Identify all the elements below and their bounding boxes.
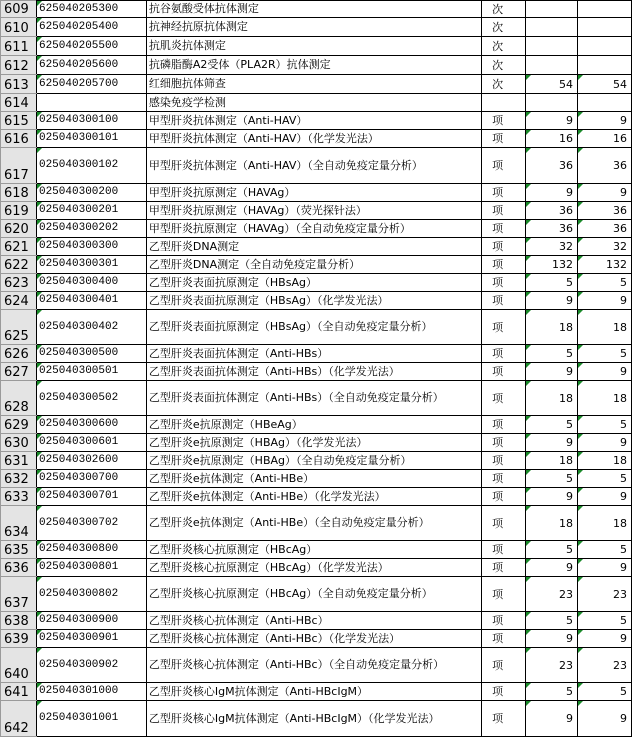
item-code[interactable]: 625040205700	[36, 75, 146, 94]
item-code[interactable]: 025040300202	[36, 220, 146, 238]
price-1[interactable]: 54	[526, 75, 578, 94]
row-number[interactable]: 615	[1, 112, 37, 130]
price-1[interactable]	[526, 1, 578, 18]
row-number[interactable]: 634	[1, 506, 37, 541]
row-number[interactable]: 622	[1, 256, 37, 274]
price-2[interactable]: 5	[578, 345, 632, 363]
item-code[interactable]: 025040301001	[36, 701, 146, 737]
item-name[interactable]: 甲型肝炎抗原测定（HAVAg）（荧光探针法）	[146, 202, 481, 220]
item-code[interactable]: 025040300902	[36, 648, 146, 683]
price-1[interactable]	[526, 94, 578, 112]
price-1[interactable]: 9	[526, 488, 578, 506]
item-code[interactable]: 025040300901	[36, 630, 146, 648]
table-row	[1, 434, 632, 452]
price-2[interactable]: 36	[578, 202, 632, 220]
price-2[interactable]: 16	[578, 130, 632, 148]
item-unit[interactable]: 项	[482, 559, 526, 577]
item-name[interactable]: 乙型肝炎e抗体测定（Anti-HBe）（全自动免疫定量分析）	[146, 506, 481, 541]
item-code[interactable]: 025040300800	[36, 541, 146, 559]
price-2[interactable]: 36	[578, 220, 632, 238]
row-number[interactable]: 628	[1, 381, 37, 416]
price-1[interactable]: 18	[526, 452, 578, 470]
item-code[interactable]: 625040205300	[36, 1, 146, 18]
row-number[interactable]: 621	[1, 238, 37, 256]
table-row	[1, 345, 632, 363]
price-2[interactable]: 5	[578, 416, 632, 434]
table-row	[1, 648, 632, 683]
price-1[interactable]: 9	[526, 630, 578, 648]
row-number[interactable]: 618	[1, 184, 37, 202]
table-row	[1, 112, 632, 130]
price-1[interactable]	[526, 37, 578, 56]
row-number[interactable]: 626	[1, 345, 37, 363]
row-number[interactable]: 613	[1, 75, 37, 94]
item-unit[interactable]: 项	[482, 701, 526, 737]
row-number[interactable]: 631	[1, 452, 37, 470]
item-unit[interactable]: 项	[482, 256, 526, 274]
item-unit[interactable]: 项	[482, 184, 526, 202]
item-unit[interactable]: 项	[482, 434, 526, 452]
price-1[interactable]: 5	[526, 274, 578, 292]
item-code[interactable]: 025040300601	[36, 434, 146, 452]
table-row	[1, 148, 632, 184]
item-name[interactable]: 乙型肝炎e抗原测定（HBeAg）	[146, 416, 481, 434]
price-2[interactable]: 18	[578, 506, 632, 541]
item-unit[interactable]: 项	[482, 683, 526, 701]
price-2[interactable]: 5	[578, 541, 632, 559]
item-name[interactable]: 乙型肝炎核心抗原测定（HBcAg）（化学发光法）	[146, 559, 481, 577]
price-2[interactable]: 9	[578, 112, 632, 130]
price-2[interactable]: 5	[578, 274, 632, 292]
item-unit[interactable]: 项	[482, 310, 526, 345]
price-2[interactable]: 23	[578, 577, 632, 612]
price-2[interactable]: 9	[578, 292, 632, 310]
row-number[interactable]: 630	[1, 434, 37, 452]
item-name[interactable]: 抗谷氨酸受体抗体测定	[146, 1, 481, 18]
item-unit[interactable]: 项	[482, 292, 526, 310]
price-1[interactable]: 9	[526, 112, 578, 130]
item-name[interactable]: 感染免疫学检测	[146, 94, 481, 112]
price-1[interactable]: 5	[526, 612, 578, 630]
row-number[interactable]: 617	[1, 148, 37, 184]
table-row	[1, 56, 632, 75]
item-code[interactable]: 025040300702	[36, 506, 146, 541]
price-1[interactable]: 5	[526, 345, 578, 363]
item-code[interactable]: 025040300600	[36, 416, 146, 434]
item-unit[interactable]: 项	[482, 452, 526, 470]
item-name[interactable]: 甲型肝炎抗原测定（HAVAg）（全自动免疫定量分析）	[146, 220, 481, 238]
item-name[interactable]: 乙型肝炎表面抗体测定（Anti-HBs）（全自动免疫定量分析）	[146, 381, 481, 416]
item-code[interactable]: 025040300500	[36, 345, 146, 363]
item-code[interactable]: 025040300200	[36, 184, 146, 202]
table-row	[1, 292, 632, 310]
price-1[interactable]: 16	[526, 130, 578, 148]
item-name[interactable]: 乙型肝炎核心抗原测定（HBcAg）（全自动免疫定量分析）	[146, 577, 481, 612]
row-number[interactable]: 627	[1, 363, 37, 381]
item-name[interactable]: 甲型肝炎抗体测定（Anti-HAV）	[146, 112, 481, 130]
price-2[interactable]: 5	[578, 683, 632, 701]
item-unit[interactable]: 项	[482, 612, 526, 630]
item-unit[interactable]: 项	[482, 112, 526, 130]
item-unit[interactable]	[482, 94, 526, 112]
item-code[interactable]: 025040300402	[36, 310, 146, 345]
price-1[interactable]: 18	[526, 506, 578, 541]
item-unit[interactable]: 项	[482, 630, 526, 648]
price-2[interactable]: 9	[578, 701, 632, 737]
table-row	[1, 130, 632, 148]
item-code[interactable]: 025040300801	[36, 559, 146, 577]
price-1[interactable]: 9	[526, 363, 578, 381]
price-1[interactable]: 5	[526, 683, 578, 701]
item-name[interactable]: 乙型肝炎表面抗原测定（HBsAg）（化学发光法）	[146, 292, 481, 310]
item-name[interactable]: 乙型肝炎核心抗原测定（HBcAg）	[146, 541, 481, 559]
row-number[interactable]: 625	[1, 310, 37, 345]
price-1[interactable]: 36	[526, 202, 578, 220]
price-1[interactable]: 18	[526, 310, 578, 345]
item-unit[interactable]: 次	[482, 56, 526, 75]
item-code[interactable]: 025040300300	[36, 238, 146, 256]
item-unit[interactable]: 项	[482, 148, 526, 184]
item-unit[interactable]: 次	[482, 37, 526, 56]
table-row	[1, 470, 632, 488]
table-row	[1, 18, 632, 37]
item-name[interactable]: 乙型肝炎核心抗体测定（Anti-HBc）（全自动免疫定量分析）	[146, 648, 481, 683]
item-name[interactable]: 甲型肝炎抗体测定（Anti-HAV）（化学发光法）	[146, 130, 481, 148]
table-row	[1, 94, 632, 112]
table-row	[1, 612, 632, 630]
item-name[interactable]: 乙型肝炎表面抗体测定（Anti-HBs）（化学发光法）	[146, 363, 481, 381]
item-name[interactable]: 乙型肝炎e抗体测定（Anti-HBe）（化学发光法）	[146, 488, 481, 506]
price-1[interactable]: 9	[526, 184, 578, 202]
row-number[interactable]: 639	[1, 630, 37, 648]
price-1[interactable]: 18	[526, 381, 578, 416]
price-2[interactable]: 9	[578, 434, 632, 452]
item-code[interactable]: 025040300900	[36, 612, 146, 630]
row-number[interactable]: 612	[1, 56, 37, 75]
table-row	[1, 1, 632, 18]
table-row	[1, 381, 632, 416]
item-name[interactable]: 乙型肝炎e抗原测定（HBAg）（化学发光法）	[146, 434, 481, 452]
item-unit[interactable]: 项	[482, 202, 526, 220]
price-2[interactable]	[578, 56, 632, 75]
item-name[interactable]: 乙型肝炎表面抗原测定（HBsAg）	[146, 274, 481, 292]
row-number[interactable]: 609	[1, 1, 37, 18]
row-number[interactable]: 633	[1, 488, 37, 506]
price-2[interactable]: 54	[578, 75, 632, 94]
row-number[interactable]: 640	[1, 648, 37, 683]
price-1[interactable]: 9	[526, 701, 578, 737]
price-2[interactable]: 36	[578, 148, 632, 184]
item-code[interactable]: 025040300401	[36, 292, 146, 310]
item-unit[interactable]: 项	[482, 381, 526, 416]
item-unit[interactable]: 次	[482, 18, 526, 37]
item-code[interactable]: 625040205600	[36, 56, 146, 75]
item-name[interactable]: 乙型肝炎DNA测定	[146, 238, 481, 256]
price-2[interactable]: 18	[578, 381, 632, 416]
table-row	[1, 541, 632, 559]
item-name[interactable]: 乙型肝炎核心抗体测定（Anti-HBc）	[146, 612, 481, 630]
table-row	[1, 274, 632, 292]
row-number[interactable]: 642	[1, 701, 37, 737]
item-code[interactable]: 025040300701	[36, 488, 146, 506]
item-code[interactable]: 025040301000	[36, 683, 146, 701]
item-code[interactable]: 025040300102	[36, 148, 146, 184]
table-row	[1, 75, 632, 94]
row-number[interactable]: 637	[1, 577, 37, 612]
price-1[interactable]: 23	[526, 648, 578, 683]
item-name[interactable]: 乙型肝炎表面抗体测定（Anti-HBs）	[146, 345, 481, 363]
item-code[interactable]: 025040300201	[36, 202, 146, 220]
item-unit[interactable]: 次	[482, 75, 526, 94]
row-number[interactable]: 629	[1, 416, 37, 434]
item-unit[interactable]: 项	[482, 274, 526, 292]
price-1[interactable]: 9	[526, 292, 578, 310]
row-number[interactable]: 619	[1, 202, 37, 220]
table-row	[1, 701, 632, 737]
item-name[interactable]: 乙型肝炎e抗原测定（HBAg）（全自动免疫定量分析）	[146, 452, 481, 470]
price-2[interactable]	[578, 94, 632, 112]
item-name[interactable]: 抗肌炎抗体测定	[146, 37, 481, 56]
table-row	[1, 416, 632, 434]
price-2[interactable]: 5	[578, 612, 632, 630]
item-code[interactable]: 025040300502	[36, 381, 146, 416]
row-number[interactable]: 623	[1, 274, 37, 292]
item-name[interactable]: 甲型肝炎抗体测定（Anti-HAV）（全自动免疫定量分析）	[146, 148, 481, 184]
row-number[interactable]: 641	[1, 683, 37, 701]
table-row	[1, 506, 632, 541]
price-2[interactable]: 23	[578, 648, 632, 683]
item-name[interactable]: 甲型肝炎抗原测定（HAVAg）	[146, 184, 481, 202]
item-name[interactable]: 乙型肝炎DNA测定（全自动免疫定量分析）	[146, 256, 481, 274]
item-name[interactable]: 红细胞抗体筛查	[146, 75, 481, 94]
item-unit[interactable]: 项	[482, 648, 526, 683]
table-row	[1, 256, 632, 274]
price-1[interactable]	[526, 56, 578, 75]
price-1[interactable]: 9	[526, 559, 578, 577]
item-unit[interactable]: 项	[482, 577, 526, 612]
item-unit[interactable]: 项	[482, 488, 526, 506]
price-1[interactable]: 36	[526, 148, 578, 184]
item-code[interactable]: 025040300802	[36, 577, 146, 612]
item-name[interactable]: 乙型肝炎核心IgM抗体测定（Anti-HBcIgM）	[146, 683, 481, 701]
row-number[interactable]: 611	[1, 37, 37, 56]
table-row	[1, 37, 632, 56]
row-number[interactable]: 620	[1, 220, 37, 238]
row-number[interactable]: 632	[1, 470, 37, 488]
item-name[interactable]: 乙型肝炎核心IgM抗体测定（Anti-HBcIgM）（化学发光法）	[146, 701, 481, 737]
item-name[interactable]: 乙型肝炎表面抗原测定（HBsAg）（全自动免疫定量分析）	[146, 310, 481, 345]
table-row	[1, 683, 632, 701]
price-2[interactable]: 9	[578, 184, 632, 202]
item-unit[interactable]: 项	[482, 416, 526, 434]
table-row	[1, 452, 632, 470]
item-code[interactable]: 625040205500	[36, 37, 146, 56]
item-code[interactable]: 025040300501	[36, 363, 146, 381]
table-row	[1, 630, 632, 648]
item-unit[interactable]: 项	[482, 506, 526, 541]
item-unit[interactable]: 项	[482, 363, 526, 381]
table-row	[1, 310, 632, 345]
price-1[interactable]: 5	[526, 416, 578, 434]
item-code[interactable]: 025040300101	[36, 130, 146, 148]
item-unit[interactable]: 项	[482, 238, 526, 256]
price-1[interactable]: 132	[526, 256, 578, 274]
table-row	[1, 577, 632, 612]
table-row	[1, 220, 632, 238]
price-2[interactable]	[578, 1, 632, 18]
row-number[interactable]: 614	[1, 94, 37, 112]
item-code[interactable]	[36, 94, 146, 112]
item-unit[interactable]: 项	[482, 470, 526, 488]
price-2[interactable]: 9	[578, 488, 632, 506]
price-2[interactable]	[578, 18, 632, 37]
item-name[interactable]: 抗神经抗原抗体测定	[146, 18, 481, 37]
item-unit[interactable]: 次	[482, 1, 526, 18]
price-2[interactable]: 9	[578, 630, 632, 648]
item-unit[interactable]: 项	[482, 541, 526, 559]
item-name[interactable]: 抗磷脂酶A2受体（PLA2R）抗体测定	[146, 56, 481, 75]
row-number[interactable]: 636	[1, 559, 37, 577]
row-number[interactable]: 616	[1, 130, 37, 148]
item-unit[interactable]: 项	[482, 345, 526, 363]
item-code[interactable]: 025040300400	[36, 274, 146, 292]
price-1[interactable]: 23	[526, 577, 578, 612]
price-1[interactable]: 5	[526, 541, 578, 559]
row-number[interactable]: 638	[1, 612, 37, 630]
table-row	[1, 202, 632, 220]
row-number[interactable]: 624	[1, 292, 37, 310]
item-name[interactable]: 乙型肝炎e抗体测定（Anti-HBe）	[146, 470, 481, 488]
price-1[interactable]: 32	[526, 238, 578, 256]
price-2[interactable]: 9	[578, 559, 632, 577]
price-1[interactable]: 9	[526, 434, 578, 452]
table-row	[1, 488, 632, 506]
price-2[interactable]: 132	[578, 256, 632, 274]
item-name[interactable]: 乙型肝炎核心抗体测定（Anti-HBc）（化学发光法）	[146, 630, 481, 648]
price-1[interactable]: 5	[526, 470, 578, 488]
item-code[interactable]: 025040300301	[36, 256, 146, 274]
price-1[interactable]: 36	[526, 220, 578, 238]
table-row	[1, 363, 632, 381]
price-1[interactable]	[526, 18, 578, 37]
item-code[interactable]: 025040300700	[36, 470, 146, 488]
price-2[interactable]: 18	[578, 310, 632, 345]
price-2[interactable]: 18	[578, 452, 632, 470]
item-code[interactable]: 025040300100	[36, 112, 146, 130]
item-unit[interactable]: 项	[482, 130, 526, 148]
table-row	[1, 238, 632, 256]
table-row	[1, 559, 632, 577]
price-2[interactable]: 9	[578, 363, 632, 381]
row-number[interactable]: 610	[1, 18, 37, 37]
price-2[interactable]	[578, 37, 632, 56]
table-row	[1, 184, 632, 202]
price-2[interactable]: 5	[578, 470, 632, 488]
item-code[interactable]: 625040205400	[36, 18, 146, 37]
item-unit[interactable]: 项	[482, 220, 526, 238]
row-number[interactable]: 635	[1, 541, 37, 559]
price-2[interactable]: 32	[578, 238, 632, 256]
item-code[interactable]: 025040302600	[36, 452, 146, 470]
